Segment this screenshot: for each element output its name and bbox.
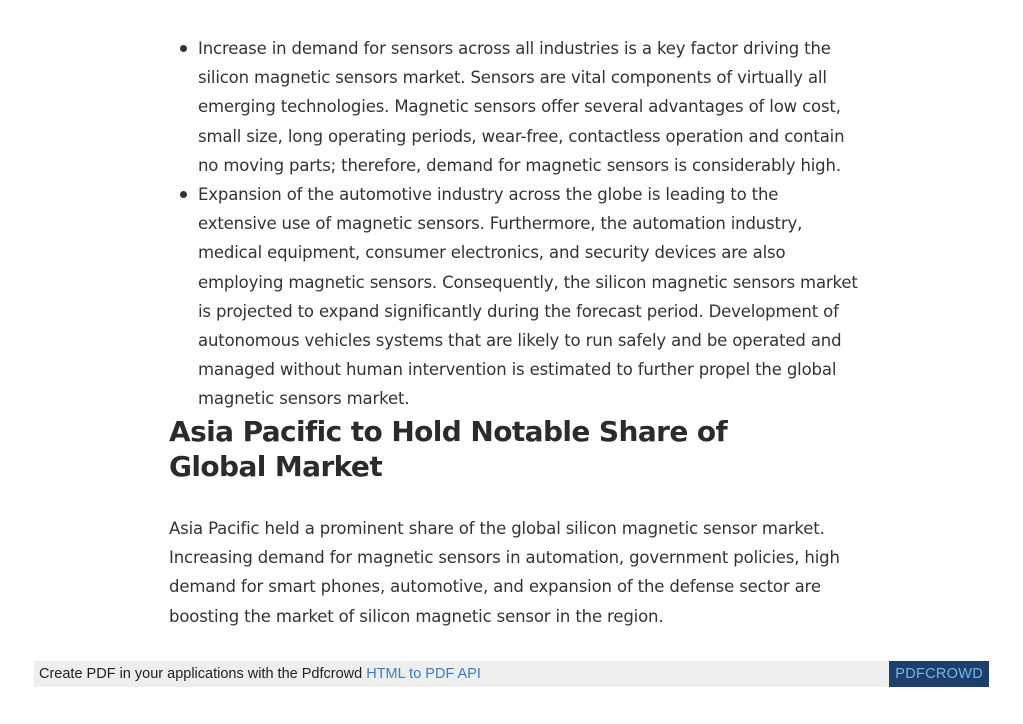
section-paragraph: Asia Pacific held a prominent share of the global silicon magnetic sensor market. Increasing demand for magnetic sensors in automation, government policies, high demand for smart phones, automotive, and expansion of the defense sector are boosting the market of silicon magnetic sensor in the region. xyxy=(169,519,840,626)
list-item xyxy=(169,180,859,414)
bullet-text: Increase in demand for sensors across all industries is a key factor driving the silicon magnetic sensors market. Sensors are vital components of virtually all emerging technologies. Magnetic sensors offer several advantages of low cost, small size, long operating periods, wear-free, contactless operation and contain no moving parts; therefore, demand for magnetic sensors is considerably high. xyxy=(198,39,845,175)
html-to-pdf-link[interactable]: HTML to PDF API xyxy=(366,666,481,682)
bullet-list xyxy=(169,34,859,414)
pdf-footer-bar xyxy=(34,661,989,687)
footer-label: Create PDF in your applications with the Pdfcrowd xyxy=(39,666,367,682)
pdfcrowd-brand-button[interactable]: PDFCROWD xyxy=(889,661,989,687)
bullet-dot-icon xyxy=(180,45,187,52)
article-body xyxy=(169,34,859,626)
list-item xyxy=(169,34,859,180)
bullet-text: Expansion of the automotive industry across the globe is leading to the extensive use of magnetic sensors. Furthermore, the automation industry, medical equipment, consumer electronics, and security devices are also employing magnetic sensors. Consequently, the silicon magnetic sensors market is projected to expand significantly during the forecast period. Development of autonomous vehicles systems that are likely to run safely and be operated and managed without human intervention is estimated to further propel the global magnetic sensors market. xyxy=(198,185,858,409)
bullet-dot-icon xyxy=(180,191,187,198)
section-heading: Asia Pacific to Hold Notable Share of Global Market xyxy=(169,415,728,483)
footer-text xyxy=(39,665,481,683)
